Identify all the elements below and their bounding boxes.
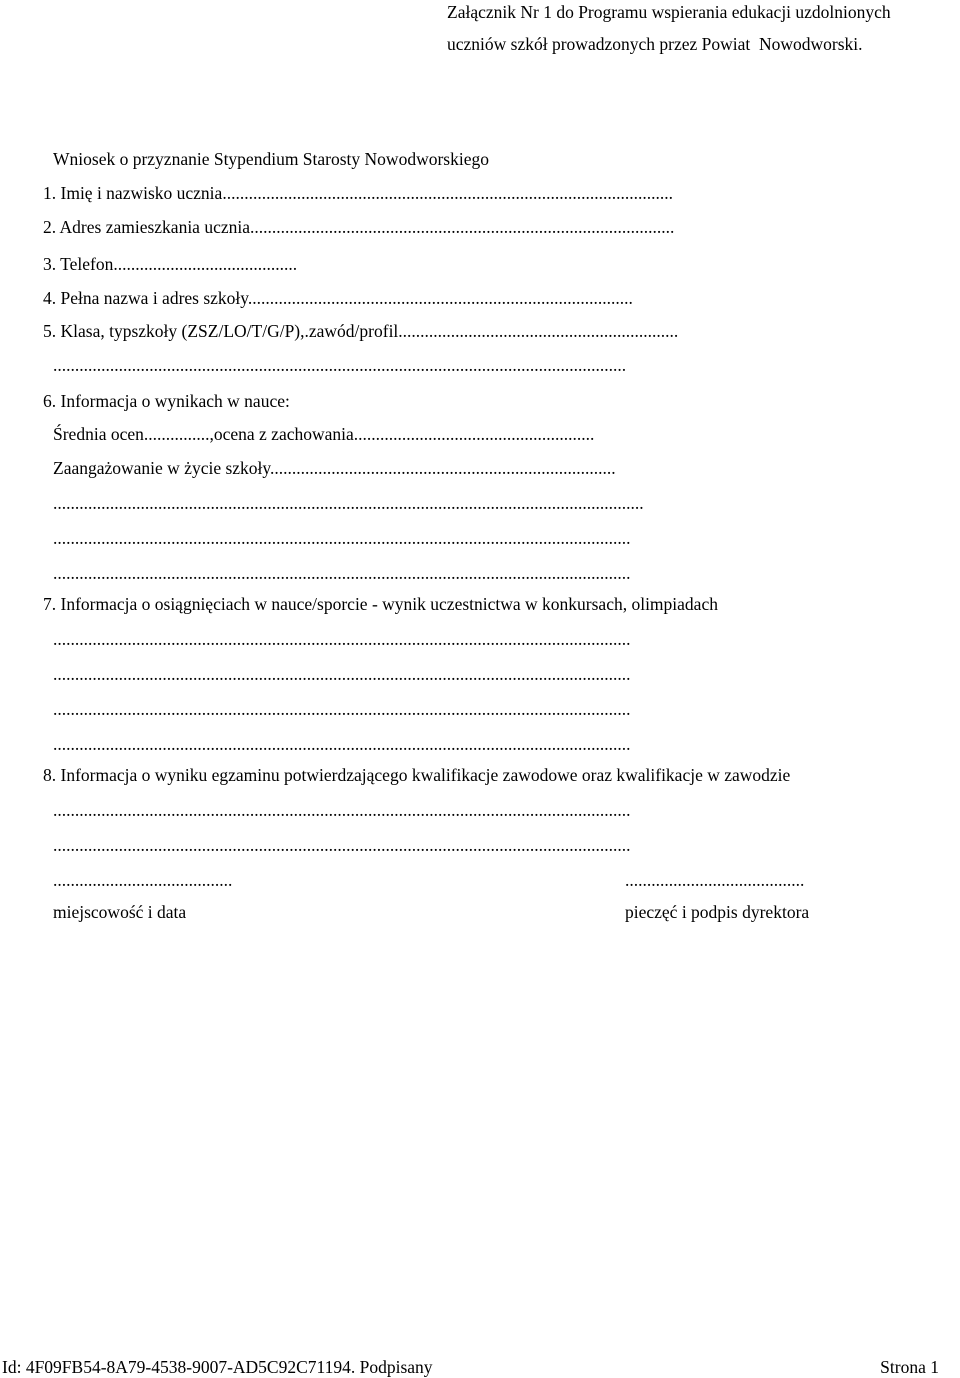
label-director-stamp-signature: pieczęć i podpis dyrektora bbox=[625, 902, 810, 922]
form-title: Wniosek o przyznanie Stypendium Starosty Nowodworskiego bbox=[53, 149, 489, 169]
field-school-engagement: Zaangażowanie w życie szkoły............................................................................... bbox=[53, 458, 616, 478]
field-class-continuation: ................................................................................................................................... bbox=[53, 355, 627, 375]
dotted-line: .................................................................................................................................... bbox=[53, 835, 631, 855]
attachment-header-line-2: uczniów szkół prowadzonych przez Powiat Nowodworski. bbox=[447, 34, 863, 54]
dotted-line: .................................................................................................................................... bbox=[53, 629, 631, 649]
field-school-name-address: 4. Pełna nazwa i adres szkoły........................................................................................ bbox=[43, 288, 633, 308]
footer-page-number: Strona 1 bbox=[880, 1357, 939, 1377]
label-place-date: miejscowość i data bbox=[53, 902, 187, 922]
dotted-line: ....................................................................................................................................... bbox=[53, 493, 644, 513]
attachment-header-line-1: Załącznik Nr 1 do Programu wspierania edukacji uzdolnionych bbox=[447, 2, 891, 22]
field-student-address: 2. Adres zamieszkania ucznia................................................................................................. bbox=[43, 217, 675, 237]
dotted-line: .................................................................................................................................... bbox=[53, 800, 631, 820]
signature-line-place-date: ......................................... bbox=[53, 870, 233, 890]
dotted-line: .................................................................................................................................... bbox=[53, 664, 631, 684]
dotted-line: .................................................................................................................................... bbox=[53, 699, 631, 719]
field-student-name: 1. Imię i nazwisko ucznia....................................................................................................... bbox=[43, 183, 673, 203]
signature-line-director: ......................................... bbox=[625, 870, 805, 890]
field-class-type-profile: 5. Klasa, typszkoły (ZSZ/LO/T/G/P),.zawód/profil................................................................ bbox=[43, 321, 679, 341]
footer-document-id: Id: 4F09FB54-8A79-4538-9007-AD5C92C71194. Podpisany bbox=[2, 1357, 433, 1377]
dotted-line: .................................................................................................................................... bbox=[53, 734, 631, 754]
dotted-line: .................................................................................................................................... bbox=[53, 563, 631, 583]
field-grade-average-behavior: Średnia ocen...............,ocena z zachowania....................................................... bbox=[53, 424, 595, 444]
section-exam-results: 8. Informacja o wyniku egzaminu potwierdzającego kwalifikacje zawodowe oraz kwalifikacje w zawodzie bbox=[43, 765, 791, 785]
section-learning-results: 6. Informacja o wynikach w nauce: bbox=[43, 391, 290, 411]
field-phone: 3. Telefon.......................................... bbox=[43, 254, 298, 274]
dotted-line: .................................................................................................................................... bbox=[53, 528, 631, 548]
section-achievements: 7. Informacja o osiągnięciach w nauce/sporcie - wynik uczestnictwa w konkursach, olimpiadach bbox=[43, 594, 718, 614]
